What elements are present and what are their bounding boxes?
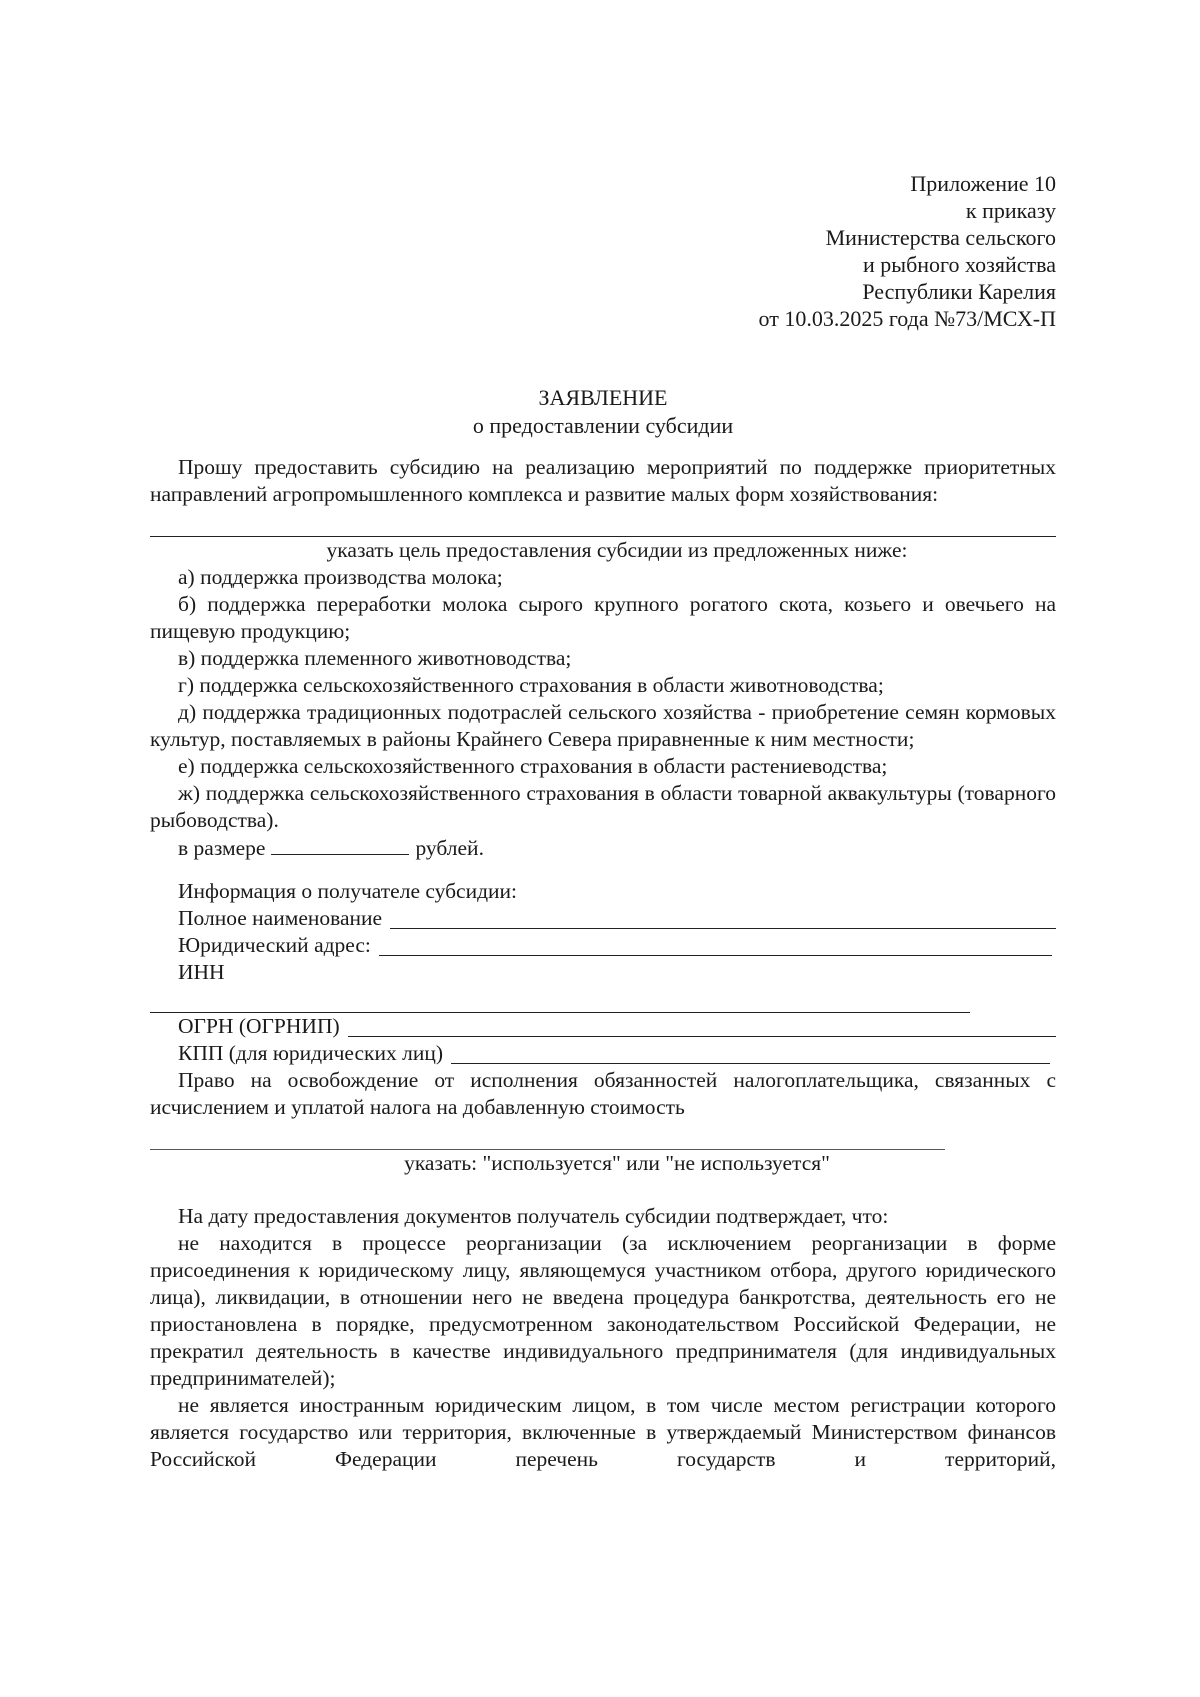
- appendix-header: [150, 170, 1056, 332]
- amount-row: [150, 834, 1056, 862]
- vat-paragraph: Право на освобождение от исполнения обязанностей налогоплательщика, связанных с исчислением и уплатой налога на добавленную стоимость: [150, 1068, 1056, 1119]
- kpp-label: КПП (для юридических лиц): [178, 1041, 444, 1065]
- legal-address-label: Юридический адрес:: [178, 933, 371, 957]
- purpose-item: д) поддержка традиционных подотраслей сельского хозяйства - приобретение семян кормовых культур, поставляемых в районы Крайнего Севера приравненные к ним местности;: [150, 700, 1056, 751]
- document-subtitle: о предоставлении субсидии: [472, 413, 734, 438]
- header-line: к приказу: [965, 198, 1056, 223]
- amount-suffix: рублей.: [415, 836, 484, 860]
- purpose-item: б) поддержка переработки молока сырого крупного рогатого скота, козьего и овечьего на пищевую продукцию;: [150, 592, 1056, 643]
- confirmation-item: не находится в процессе реорганизации (за исключением реорганизации в форме присоединения к юридическому лицу, являющемуся участником отбора, другого юридического лица), ликвидации, в отношении него не введена процедура банкротства, деятельность его не приостановлена в порядке, предусмотренном законодательством Российской Федерации, не прекратил деятельность в качестве индивидуального предпринимателя (для индивидуальных предпринимателей);: [150, 1231, 1056, 1390]
- header-line: от 10.03.2025 года №73/МСХ-П: [758, 306, 1056, 331]
- header-line: Приложение 10: [910, 171, 1056, 196]
- amount-prefix: в размере: [178, 836, 266, 860]
- ogrn-field[interactable]: [348, 1014, 1056, 1037]
- purpose-item: ж) поддержка сельскохозяйственного страхования в области товарной аквакультуры (товарного рыбоводства).: [150, 781, 1056, 832]
- purpose-item: в) поддержка племенного животноводства;: [178, 646, 572, 670]
- ogrn-row: [150, 1013, 1056, 1040]
- header-line: Министерства сельского: [825, 225, 1056, 250]
- vat-hint: указать: "используется" или "не используется": [404, 1151, 830, 1175]
- inn-label: ИНН: [178, 960, 225, 984]
- title-block: [150, 384, 1056, 440]
- full-name-label: Полное наименование: [178, 906, 383, 930]
- recipient-heading: Информация о получателе субсидии:: [178, 879, 518, 903]
- header-line: и рыбного хозяйства: [863, 252, 1056, 277]
- document-title: ЗАЯВЛЕНИЕ: [538, 385, 668, 410]
- purpose-fill-line[interactable]: [150, 508, 1056, 537]
- amount-fill-line[interactable]: [271, 834, 409, 855]
- document-page: [150, 170, 1056, 1473]
- header-line: Республики Карелия: [862, 279, 1056, 304]
- legal-address-row: [150, 932, 1056, 959]
- intro-paragraph: Прошу предоставить субсидию на реализацию мероприятий по поддержке приоритетных направлений агропромышленного комплекса и развитие малых форм хозяйствования:: [150, 455, 1056, 506]
- legal-address-field[interactable]: [379, 933, 1052, 956]
- full-name-row: [150, 905, 1056, 932]
- confirmation-item: не является иностранным юридическим лицом, в том числе местом регистрации которого является государство или территория, включенные в утверждаемый Министерством финансов Российской Федерации перечень государств и территорий,: [150, 1393, 1056, 1471]
- kpp-field[interactable]: [451, 1041, 1050, 1064]
- purpose-item: а) поддержка производства молока;: [178, 565, 503, 589]
- inn-field[interactable]: [150, 986, 970, 1013]
- full-name-field[interactable]: [390, 906, 1056, 929]
- purpose-item: г) поддержка сельскохозяйственного страхования в области животноводства;: [178, 673, 884, 697]
- kpp-row: [150, 1040, 1056, 1067]
- purpose-item: е) поддержка сельскохозяйственного страхования в области растениеводства;: [178, 754, 888, 778]
- vat-fill-line[interactable]: [150, 1121, 945, 1150]
- purpose-hint: указать цель предоставления субсидии из предложенных ниже:: [326, 538, 908, 562]
- ogrn-label: ОГРН (ОГРНИП): [178, 1014, 340, 1038]
- confirmation-intro: На дату предоставления документов получатель субсидии подтверждает, что:: [178, 1204, 889, 1228]
